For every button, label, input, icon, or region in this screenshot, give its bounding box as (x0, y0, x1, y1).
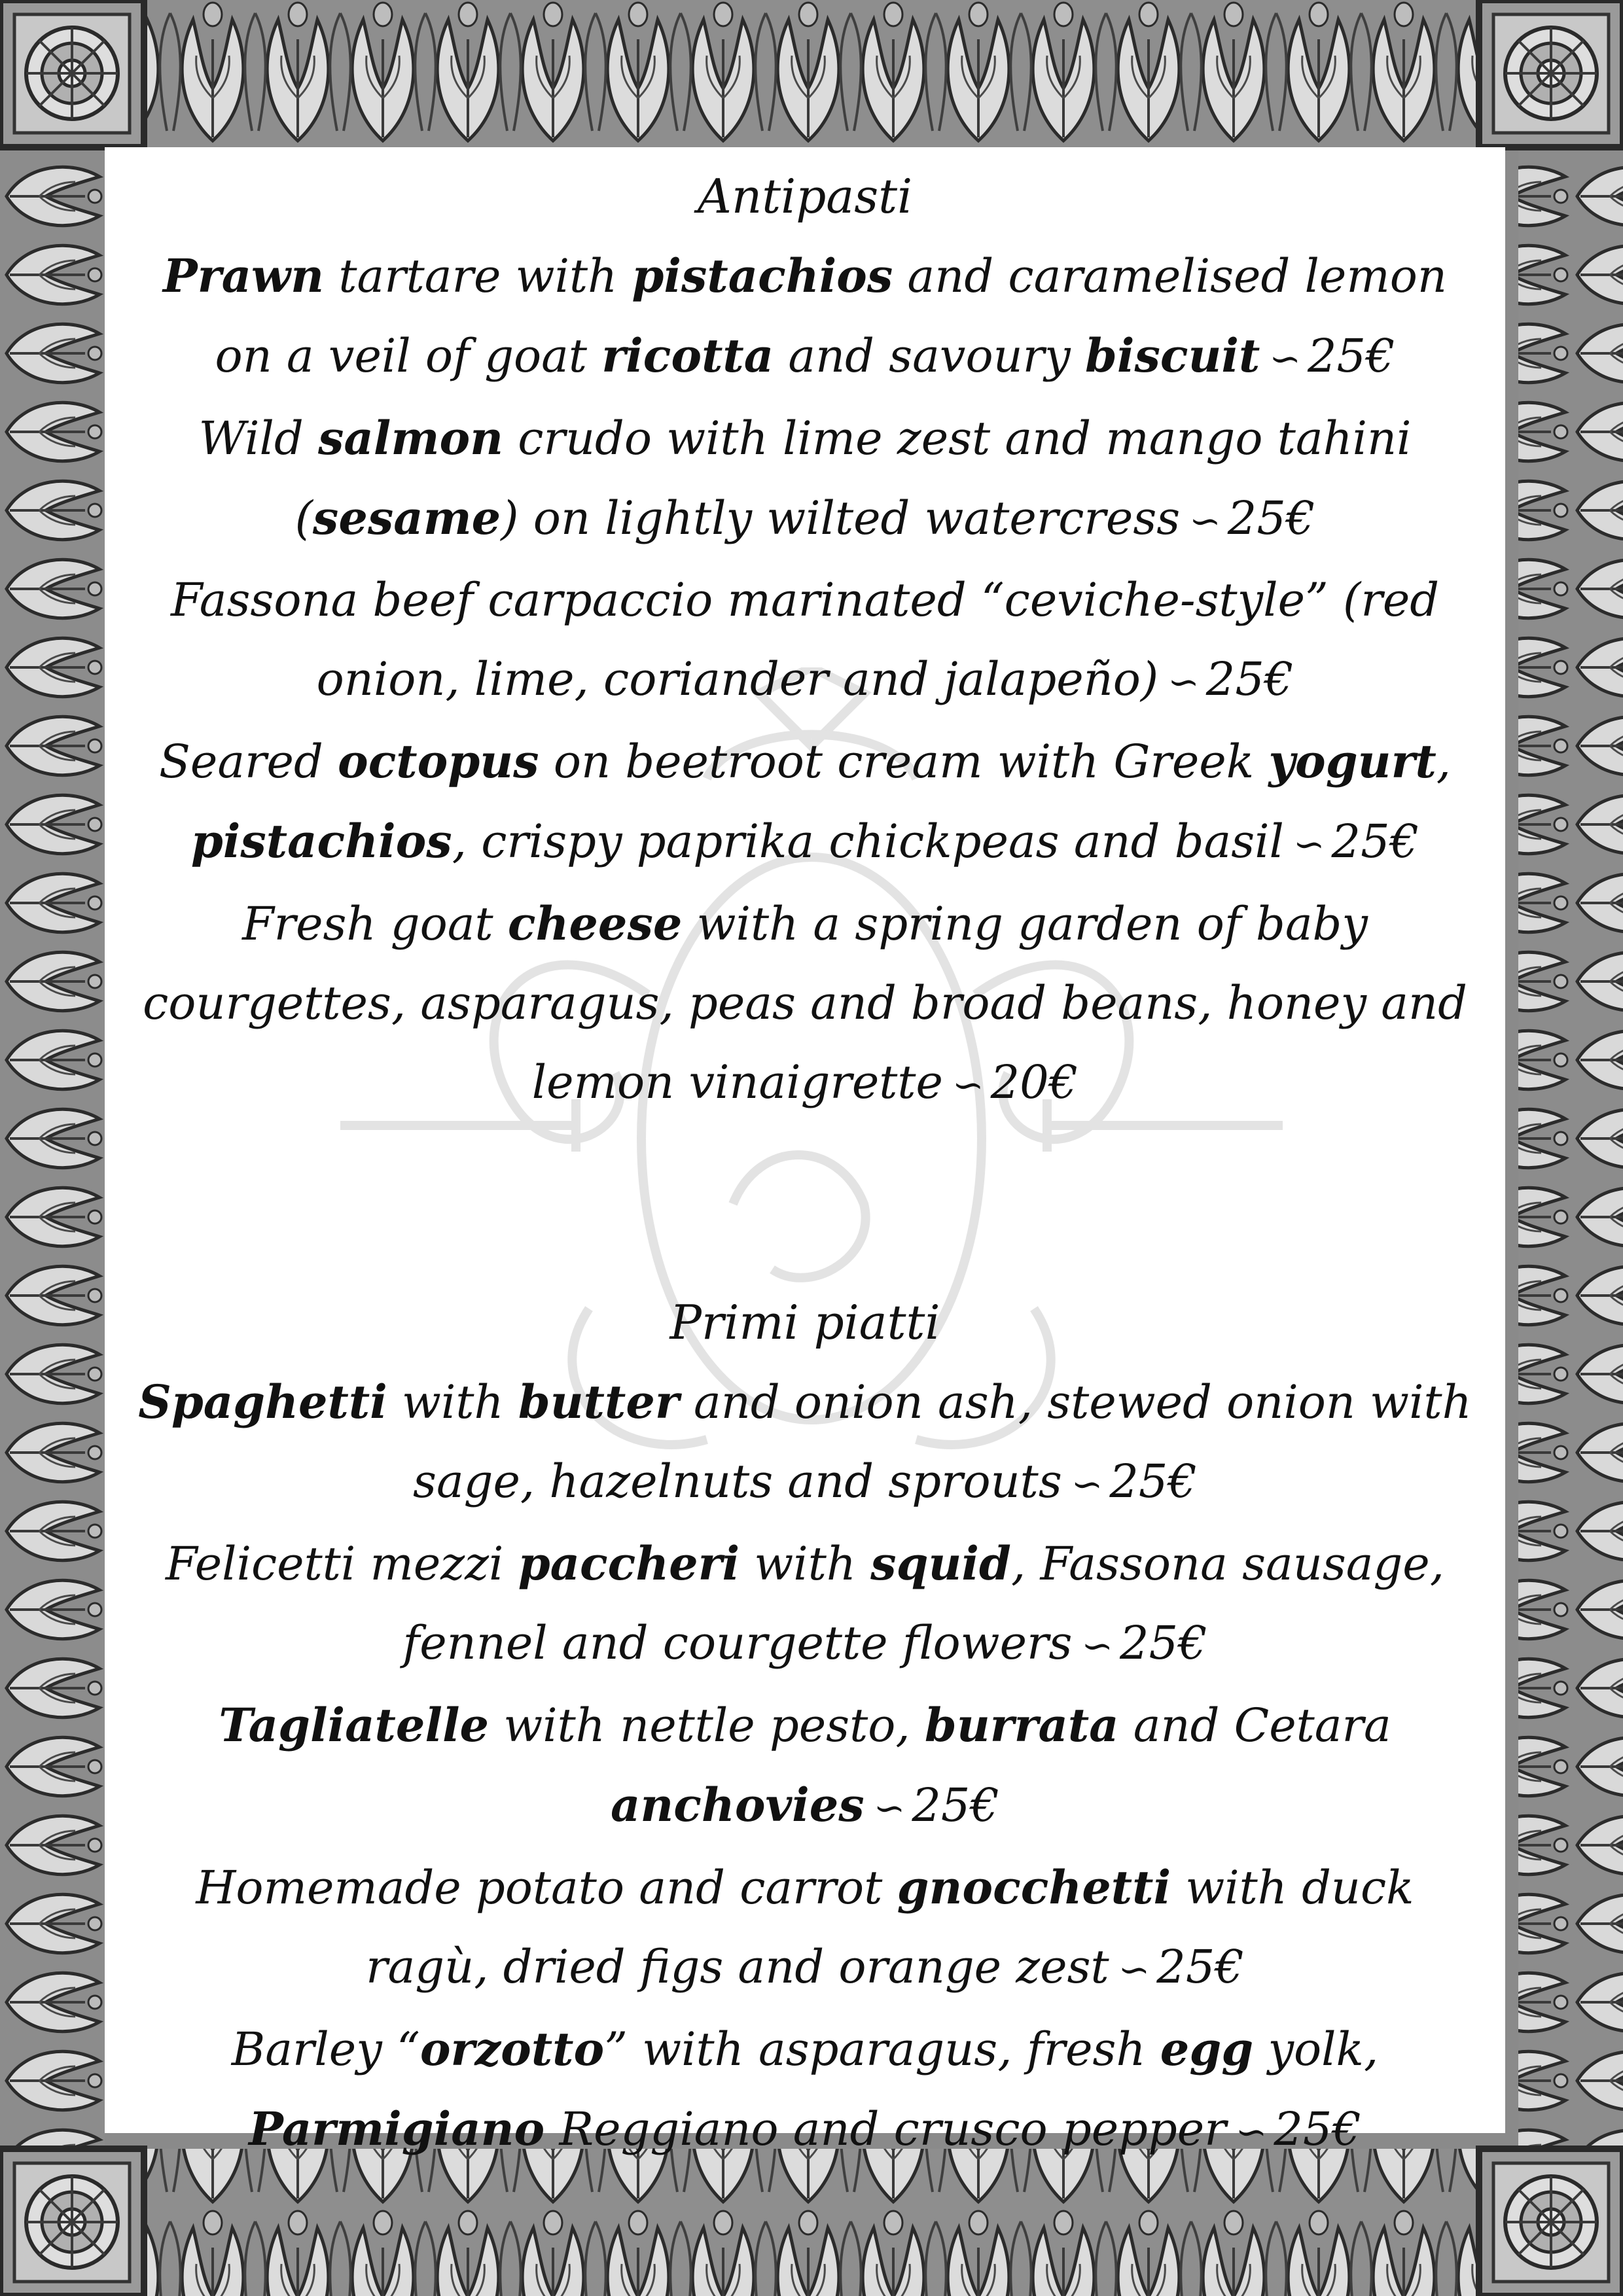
dish-description-text: with nettle pesto, (489, 1699, 925, 1752)
dish-description-text: Barley “ (231, 2022, 420, 2076)
dish-description-text: Homemade potato and carrot (196, 1861, 897, 1915)
menu-item (131, 722, 1479, 884)
highlighted-ingredient: salmon (318, 411, 504, 465)
menu-item (131, 561, 1479, 722)
highlighted-ingredient: Tagliatelle (219, 1698, 490, 1752)
dish-description-text: and Cetara (1118, 1699, 1391, 1752)
highlighted-ingredient: burrata (924, 1698, 1119, 1752)
menu-item (131, 1686, 1479, 1848)
highlighted-ingredient: pistachios (190, 814, 452, 868)
flourish-icon: ∽ (1293, 822, 1325, 866)
menu-content (105, 157, 1505, 2172)
menu-item (131, 1848, 1479, 2009)
dish-description-text: with a spring garden of baby courgettes, asparagus, peas and broad beans, honey and lemon vinaigrette (143, 897, 1467, 1109)
dish-description-text: with duck ragù, dried figs and orange zest (366, 1861, 1414, 1994)
flourish-icon: ∽ (873, 1786, 906, 1830)
dish-description-text: , crispy paprika chickpeas and basil (452, 815, 1284, 868)
flourish-icon: ∽ (1189, 499, 1221, 543)
dish-description-text: Seared (158, 735, 338, 788)
dish-price: 25€ (912, 1778, 999, 1832)
menu-item (131, 1524, 1479, 1686)
flourish-icon: ∽ (952, 1063, 984, 1107)
highlighted-ingredient: butter (518, 1375, 679, 1429)
highlighted-ingredient: octopus (338, 734, 539, 788)
section-title: Antipasti (697, 169, 913, 224)
dish-description-text: Reggiano and crusco pepper (544, 2102, 1226, 2156)
dish-price: 25€ (1331, 815, 1419, 868)
dish-description-text: tartare with (324, 249, 632, 303)
highlighted-ingredient: ricotta (601, 328, 774, 383)
menu-item (131, 884, 1479, 1125)
highlighted-ingredient: orzotto (419, 2022, 605, 2076)
menu-item (131, 1362, 1479, 1524)
dish-description-text: Wild (198, 412, 319, 465)
flourish-icon: ∽ (1235, 2110, 1268, 2154)
highlighted-ingredient: squid (870, 1536, 1011, 1591)
dish-description-text: Fresh goat (242, 897, 508, 951)
dish-description-text: Fassona beef carpaccio marinated “ceviche-style” (red onion, lime, coriander and jalapeño) (170, 573, 1440, 706)
dish-description-text: crudo with lime zest and mango tahini ( (294, 412, 1412, 545)
dish-price: 25€ (1205, 652, 1294, 706)
highlighted-ingredient: paccheri (518, 1536, 740, 1591)
highlighted-ingredient: Spaghetti (138, 1375, 387, 1429)
dish-description-text: on beetroot cream with Greek (539, 735, 1269, 788)
highlighted-ingredient: sesame (312, 491, 501, 545)
flourish-icon: ∽ (1168, 660, 1200, 704)
dish-description-text: and savoury (774, 329, 1085, 383)
dish-description-text: with (740, 1537, 871, 1591)
section-title: Primi piatti (669, 1295, 940, 1350)
dish-price: 25€ (1156, 1940, 1244, 1994)
dish-description-text: , Fassona sausage, fennel and courgette flowers (402, 1537, 1444, 1670)
dish-description-text: Felicetti mezzi (166, 1537, 518, 1591)
flourish-icon: ∽ (1071, 1462, 1103, 1506)
highlighted-ingredient: gnocchetti (897, 1860, 1171, 1915)
dish-description-text: with (387, 1375, 518, 1429)
dish-description-text: ” with asparagus, fresh (604, 2022, 1160, 2076)
flourish-icon: ∽ (1081, 1623, 1114, 1668)
highlighted-ingredient: biscuit (1084, 328, 1260, 383)
highlighted-ingredient: Parmigiano (249, 2102, 545, 2156)
section-spacer (105, 1125, 1505, 1283)
highlighted-ingredient: cheese (507, 896, 683, 951)
dish-description-text: yolk, (1253, 2022, 1379, 2076)
highlighted-ingredient: yogurt (1268, 734, 1436, 788)
dish-price: 25€ (1274, 2102, 1361, 2156)
dish-description-text: ) on lightly wilted watercress (501, 491, 1181, 545)
highlighted-ingredient: Prawn (163, 249, 325, 303)
flourish-icon: ∽ (1269, 336, 1301, 381)
flourish-icon: ∽ (1118, 1947, 1150, 1992)
dish-price: 25€ (1109, 1455, 1197, 1508)
dish-description-text: and caramelised lemon on a veil of goat (215, 249, 1447, 383)
highlighted-ingredient: pistachios (632, 249, 893, 303)
dish-price: 25€ (1307, 329, 1395, 383)
dish-price: 20€ (990, 1055, 1079, 1109)
dish-description-text: , (1436, 735, 1452, 788)
menu-item (131, 2009, 1479, 2172)
menu-item (131, 236, 1479, 398)
dish-description-text: and onion ash, stewed onion with sage, hazelnuts and sprouts (413, 1375, 1472, 1508)
dish-price: 25€ (1120, 1616, 1207, 1670)
highlighted-ingredient: anchovies (611, 1778, 865, 1832)
highlighted-ingredient: egg (1160, 2022, 1254, 2076)
dish-price: 25€ (1227, 491, 1315, 545)
menu-item (131, 398, 1479, 561)
